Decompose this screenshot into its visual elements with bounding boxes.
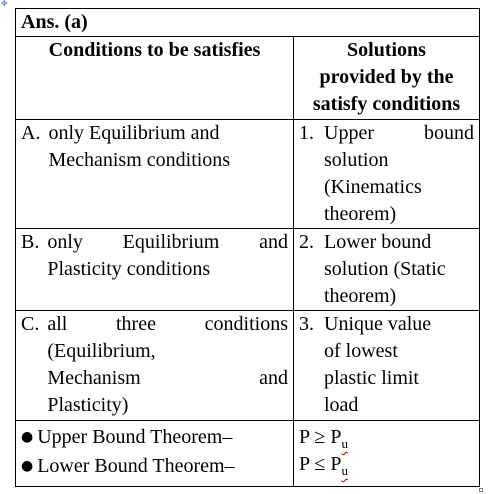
header-solutions-line2: provided by the [319, 66, 454, 88]
solution-3-line3: plastic limit [324, 367, 419, 389]
formula-lower [299, 451, 474, 478]
condition-c-word-three: three [116, 313, 156, 335]
title-row [16, 9, 480, 37]
condition-c-word-conditions: conditions [204, 313, 288, 335]
solution-label-2: 2. [299, 231, 314, 253]
condition-text-c [39, 311, 288, 419]
formula-upper-lhs: P ≥ P [299, 426, 342, 448]
solution-3 [299, 311, 474, 419]
condition-a [21, 120, 288, 174]
solution-label-3: 3. [299, 313, 314, 335]
theorem-upper [21, 424, 288, 453]
solution-2-line2: solution (Static [324, 258, 446, 280]
bullet-dot-icon: ● [21, 429, 34, 445]
condition-c-line4: Plasticity) [47, 394, 129, 416]
condition-c-word-and: and [259, 367, 288, 389]
solution-text-1 [314, 120, 474, 228]
solution-3-line1: Unique value [324, 313, 432, 335]
table-move-anchor-icon[interactable]: ✥ [1, 0, 8, 8]
condition-b [21, 229, 288, 283]
formula-upper [299, 424, 474, 451]
condition-b-word-and: and [259, 231, 288, 253]
header-solutions-line3: satisfy conditions [312, 93, 461, 115]
solution-2-line3: theorem) [324, 285, 397, 307]
bullet-dot-icon: ● [21, 458, 34, 474]
header-conditions: Conditions to be satisfies [16, 37, 294, 120]
formula-lower-lhs: P ≤ P [299, 453, 342, 475]
condition-cell-a [16, 120, 294, 229]
header-row [16, 37, 480, 120]
condition-c [21, 311, 288, 419]
condition-b-word-equilibrium: Equilibrium [122, 231, 220, 253]
solution-cell-2 [294, 229, 480, 311]
solution-cell-1 [294, 120, 480, 229]
header-solutions [294, 37, 480, 120]
solution-text-3 [314, 311, 474, 419]
answer-title: Ans. (a) [16, 9, 480, 37]
solution-2 [299, 229, 474, 310]
condition-b-line2: Plasticity conditions [47, 258, 211, 280]
theorem-row [16, 421, 480, 487]
theorem-upper-name: Upper Bound Theorem– [37, 426, 233, 448]
solution-1-line3: (Kinematics [324, 176, 422, 198]
condition-c-line2: (Equilibrium, [47, 340, 156, 362]
solution-1-word-upper: Upper [324, 122, 374, 144]
header-solutions-line1: Solutions [347, 39, 426, 61]
formula-lower-sub: u [341, 463, 348, 478]
condition-b-line1 [47, 229, 288, 256]
answer-table [15, 8, 480, 487]
solution-1 [299, 120, 474, 228]
solution-text-2 [314, 229, 474, 310]
table-row [16, 229, 480, 311]
condition-a-line1: only Equilibrium and [48, 122, 220, 144]
solution-2-line1: Lower bound [324, 231, 432, 253]
condition-label-a: A. [21, 122, 41, 144]
condition-c-word-all: all [47, 313, 68, 335]
condition-text-a [40, 120, 288, 174]
theorem-names-cell [16, 421, 294, 487]
solution-cell-3 [294, 311, 480, 421]
solution-1-line1 [324, 120, 474, 147]
condition-c-line3 [47, 365, 288, 392]
theorem-formulas-cell [294, 421, 480, 487]
formula-upper-sub: u [341, 436, 348, 451]
condition-cell-b [16, 229, 294, 311]
solution-3-line4: load [324, 394, 359, 416]
condition-label-c: C. [21, 313, 40, 335]
condition-b-word-only: only [47, 231, 83, 253]
solution-1-line2: solution [324, 149, 389, 171]
condition-c-line1 [47, 311, 288, 338]
theorem-lower-name: Lower Bound Theorem– [37, 455, 235, 477]
solution-1-line4: theorem) [324, 203, 397, 225]
solution-1-word-bound: bound [424, 122, 475, 144]
theorem-lower [21, 453, 288, 482]
resize-handle-icon[interactable] [479, 488, 483, 492]
solution-3-line2: of lowest [324, 340, 398, 362]
table-row [16, 311, 480, 421]
condition-c-word-mechanism: Mechanism [47, 367, 141, 389]
condition-cell-c [16, 311, 294, 421]
condition-a-line2: Mechanism conditions [48, 149, 231, 171]
solution-label-1: 1. [299, 122, 314, 144]
condition-text-b [39, 229, 288, 283]
table-row [16, 120, 480, 229]
condition-label-b: B. [21, 231, 40, 253]
